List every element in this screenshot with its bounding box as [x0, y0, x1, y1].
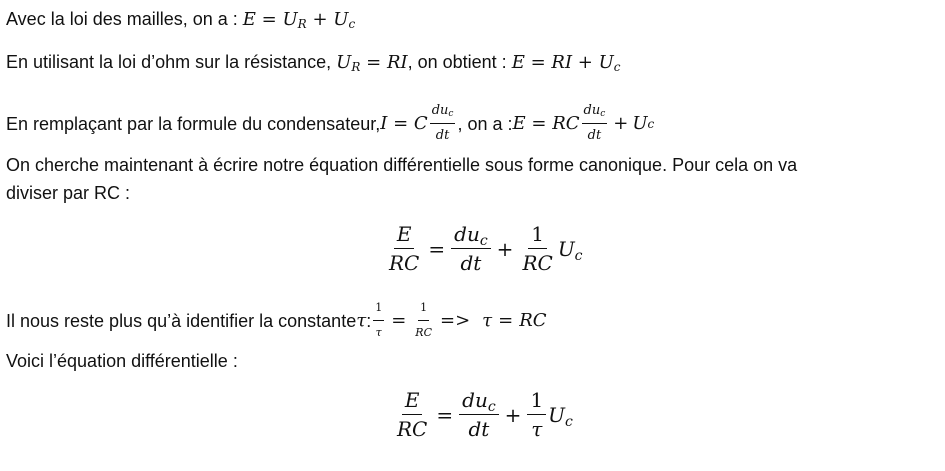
- line-loi-des-mailles: [6, 7, 355, 32]
- paragraph-line-a: On cherche maintenant à écrire notre équation différentielle sous forme canonique. Pour cela on va: [6, 155, 798, 175]
- paragraph-line-b: diviser par RC :: [6, 183, 131, 203]
- fraction-1-rc: $\frac{1}{RC}$: [522, 222, 553, 275]
- line-loi-ohm: [6, 50, 621, 75]
- fraction-e-rc-eq2: $\frac{E}{RC}$: [397, 388, 428, 441]
- line2-text-1: En utilisant la loi d’ohm sur la résistance,: [6, 52, 337, 72]
- line3-result-equation: E = RC $\frac{du_c}{dt}$ + U c: [513, 99, 655, 148]
- line3-i-equation: I = C $\frac{du_c}{dt}$: [380, 99, 457, 148]
- equation-canonical-rc: $\frac{E}{RC}$ = $\frac{du_c}{dt}$ + $\frac{1}{RC}$ $U_c$: [384, 222, 583, 275]
- fraction-duc-dt-eq1: $\frac{du_c}{dt}$: [451, 222, 491, 275]
- fraction-1-tau: $\frac{1}{\tau}$: [373, 296, 384, 345]
- line-constante-tau: Il nous reste plus qu’à identifier la constante τ : $\frac{1}{\tau}$ = $\frac{1}{RC}$ => τ = RC: [6, 296, 547, 345]
- fraction-1-tau-eq2: $\frac{1}{\tau}$: [527, 388, 546, 441]
- line-voici: Voici l’équation différentielle :: [6, 351, 238, 371]
- fraction-duc-dt-eq2: $\frac{du_c}{dt}$: [459, 388, 499, 441]
- line2-text-2: , on obtient :: [407, 52, 512, 72]
- line3-text-2: , on a :: [457, 113, 513, 134]
- line1-text: Avec la loi des mailles, on a :: [6, 9, 243, 29]
- line-condensateur: [6, 99, 654, 148]
- line3-text-1: En remplaçant par la formule du condensateur,: [6, 113, 381, 134]
- line2-ur-equation: $U_R$ = RI: [336, 52, 408, 74]
- equation-differentielle-tau: $\frac{E}{RC}$ = $\frac{du_c}{dt}$ + $\frac{1}{\tau}$ $U_c$: [392, 388, 573, 441]
- fraction-e-rc: $\frac{E}{RC}$: [389, 222, 420, 275]
- fraction-duc-dt-2: $\frac{du_c}{dt}$: [582, 99, 608, 148]
- line2-result-equation: E = RI + $U_c$: [511, 52, 621, 74]
- fraction-1-rc-small: $\frac{1}{RC}$: [413, 296, 434, 345]
- line1-equation: $E = U_R + U_c$: [242, 9, 356, 31]
- tau-line-text: Il nous reste plus qu’à identifier la constante: [6, 310, 357, 331]
- fraction-duc-dt: $\frac{du_c}{dt}$: [430, 99, 456, 148]
